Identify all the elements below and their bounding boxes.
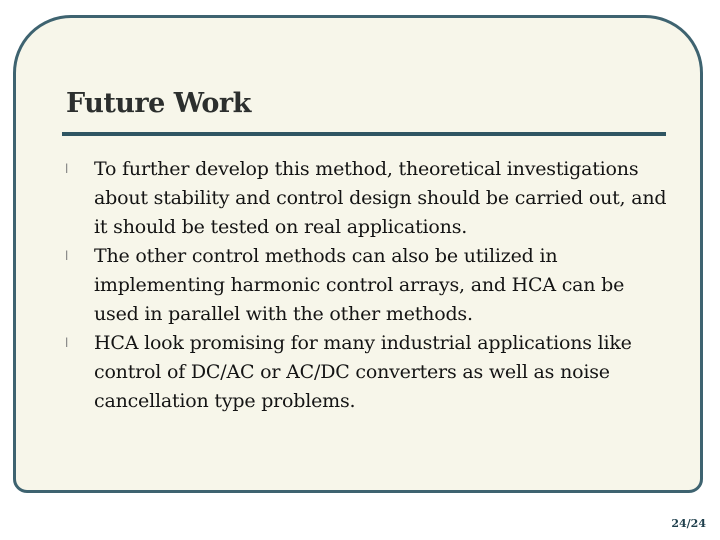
bullet-text-1: To further develop this method, theoretical investigations about stability and control design should be carried out, and it should be tested on real applications.: [94, 158, 667, 238]
bullet-marker-icon: l: [65, 162, 69, 176]
bullet-item-2: [62, 242, 674, 329]
bullet-text-2: The other control methods can also be utilized in implementing harmonic control arrays, and HCA can be used in parallel with the other methods.: [94, 245, 625, 325]
bullet-list: [62, 155, 674, 416]
bullet-item-3: [62, 329, 674, 416]
bullet-marker-icon: l: [65, 249, 69, 263]
bullet-text-3: HCA look promising for many industrial applications like control of DC/AC or AC/DC converters as well as noise cancellation type problems.: [94, 332, 632, 412]
bullet-marker-icon: l: [65, 336, 69, 350]
page-number: 24/24: [671, 517, 706, 530]
bullet-item-1: [62, 155, 674, 242]
title-underline: [62, 132, 666, 136]
slide-title: Future Work: [66, 88, 251, 119]
